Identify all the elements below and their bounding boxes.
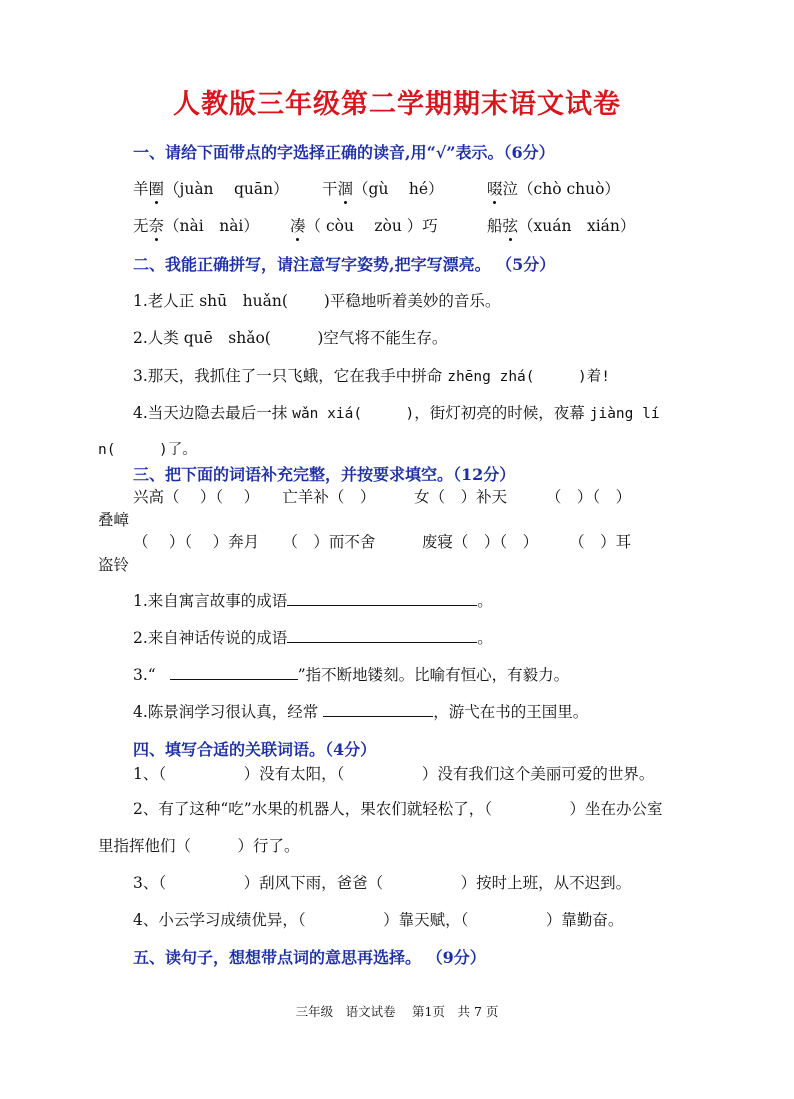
q3-idiom-row-2: （ ）（ ）奔月 （ ）而不舍 废寝（ ）（ ） （ ）耳: [133, 533, 632, 551]
q3-question-1: 1.来自寓言故事的成语 。: [133, 589, 493, 611]
q1-item: 凑（ còu zòu ）巧: [290, 217, 438, 235]
page-footer: 三年级 语文试卷 第1页 共 7 页: [295, 1004, 499, 1019]
section-3-heading: 三、把下面的词语补充完整，并按要求填空。（12分）: [133, 465, 516, 484]
q3-idiom-row-1: 兴高（ ）（ ） 亡羊补（ ） 女（ ）补天 （ ）（ ）: [133, 488, 632, 506]
q2-line-3: 3.那天，我抓住了一只飞蛾，它在我手中拼命 zhēng zhá( )着!: [133, 367, 610, 385]
section-1-heading: 一、请给下面带点的字选择正确的读音,用“√”表示。（6分）: [133, 143, 555, 162]
answer-blank[interactable]: [323, 701, 433, 718]
q4-line-4: 4、小云学习成绩优异，（ ）靠天赋，（ ）靠勤奋。: [133, 911, 624, 929]
q3-idiom-row-1-cont: 叠嶂: [98, 511, 130, 529]
q3-idiom-row-2-cont: 盗铃: [98, 556, 130, 574]
section-5-heading: 五、读句子，想想带点词的意思再选择。 （9分）: [133, 948, 486, 967]
answer-blank[interactable]: [287, 590, 477, 607]
answer-blank[interactable]: [170, 664, 298, 681]
q4-line-1: 1、（ ）没有太阳，（ ）没有我们这个美丽可爱的世界。: [133, 765, 655, 783]
page-title: 人教版三年级第二学期期末语文试卷: [173, 89, 621, 120]
answer-blank[interactable]: [287, 627, 477, 644]
q1-item: 干涸（gù hé）: [322, 180, 444, 198]
q4-line-2-cont: 里指挥他们（ ）行了。: [98, 837, 300, 855]
q2-line-1: 1.老人正 shū huǎn( )平稳地听着美妙的音乐。: [133, 292, 501, 310]
q2-line-4: 4.当天边隐去最后一抹 wǎn xiá( )，街灯初亮的时候，夜幕 jiàng lí: [133, 404, 660, 422]
q1-item: 羊圈（juàn quān）: [133, 180, 289, 198]
q1-item: 无奈（nài nài）: [133, 217, 259, 235]
q3-question-4: 4.陈景润学习很认真，经常 ，游弋在书的王国里。: [133, 700, 588, 722]
q1-item: 啜泣（chò chuò）: [487, 180, 620, 198]
section-2-heading: 二、我能正确拼写，请注意写字姿势,把字写漂亮。 （5分）: [133, 255, 556, 274]
q2-line-4-cont: n( )了。: [98, 442, 197, 458]
q4-line-3: 3、（ ）刮风下雨，爸爸（ ）按时上班，从不迟到。: [133, 874, 632, 892]
q3-question-2: 2.来自神话传说的成语 。: [133, 626, 493, 648]
q4-line-2: 2、有了这种“吃”水果的机器人，果农们就轻松了，（ ）坐在办公室: [133, 800, 663, 818]
section-4-heading: 四、填写合适的关联词语。（4分）: [133, 740, 377, 759]
q1-item: 船弦（xuán xián）: [487, 217, 636, 235]
q2-line-2: 2.人类 quē shǎo( )空气将不能生存。: [133, 329, 448, 347]
q3-question-3: 3.“ ”指不断地镂刻。比喻有恒心，有毅力。: [133, 663, 569, 685]
